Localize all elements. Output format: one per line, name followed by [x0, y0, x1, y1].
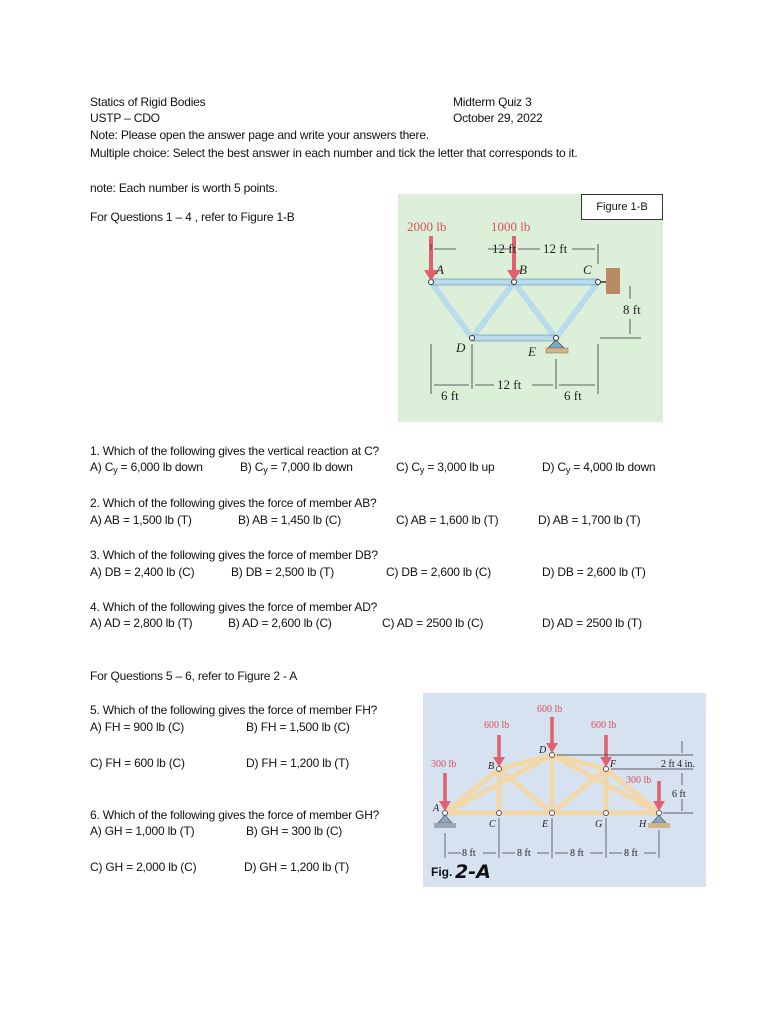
question-3-option-d[interactable]: D) DB = 2,600 lb (T): [542, 565, 646, 579]
question-4-stem: 4. Which of the following gives the force of member AD?: [90, 600, 378, 614]
dim-bottom-mid: 12 ft: [497, 377, 522, 392]
dim-ce: 8 ft: [517, 848, 531, 859]
load-label-d: 600 lb: [537, 704, 563, 715]
question-1-option-a[interactable]: A) $C_y = 6,000$ lb down: [90, 460, 203, 475]
question-1-option-d[interactable]: D) $C_y = 4,000$ lb down: [542, 460, 656, 475]
dim-gh: 8 ft: [624, 848, 638, 859]
refer-figure-1: For Questions 1 – 4 , refer to Figure 1-B: [90, 210, 295, 224]
dim-eg: 8 ft: [570, 848, 584, 859]
dim-bc: 12 ft: [543, 241, 568, 256]
question-3-option-a[interactable]: A) DB = 2,400 lb (C): [90, 565, 195, 579]
question-6-option-c[interactable]: C) GH = 2,000 lb (C): [90, 860, 197, 874]
question-2-option-c[interactable]: C) AB = 1,600 lb (T): [396, 513, 499, 527]
question-2-stem: 2. Which of the following gives the force of member AB?: [90, 496, 377, 510]
dim-height: 6 ft: [672, 789, 686, 800]
joint-label-b: B: [488, 761, 495, 772]
quiz-title: Midterm Quiz 3: [453, 95, 532, 109]
question-2-option-a[interactable]: A) AB = 1,500 lb (T): [90, 513, 192, 527]
joint-label-d: D: [456, 340, 466, 355]
school-name: USTP – CDO: [90, 111, 160, 125]
joint-label-d: D: [539, 745, 547, 756]
question-2-option-d[interactable]: D) AB = 1,700 lb (T): [538, 513, 641, 527]
question-3-option-b[interactable]: B) DB = 2,500 lb (T): [231, 565, 335, 579]
dim-ab: 12 ft: [492, 241, 517, 256]
joint-label-a: A: [436, 262, 444, 277]
figure-1b: [398, 194, 663, 422]
question-2-option-b[interactable]: B) AB = 1,450 lb (C): [238, 513, 342, 527]
dim-height: 8 ft: [623, 302, 641, 317]
joint-label-a: A: [433, 803, 440, 814]
joint-label-c: C: [583, 262, 592, 277]
figure-2a: [423, 693, 706, 887]
question-3-stem: 3. Which of the following gives the force of member DB?: [90, 548, 378, 562]
joint-label-h: H: [639, 819, 647, 830]
question-3-option-c[interactable]: C) DB = 2,600 lb (C): [386, 565, 492, 579]
question-4-option-a[interactable]: A) AD = 2,800 lb (T): [90, 616, 193, 630]
question-5-option-d[interactable]: D) FH = 1,200 lb (T): [246, 756, 350, 770]
question-5-option-b[interactable]: B) FH = 1,500 lb (C): [246, 720, 350, 734]
points-note: note: Each number is worth 5 points.: [90, 181, 278, 195]
figure-2a-caption: Fig.: [431, 865, 453, 879]
question-4-option-d[interactable]: D) AD = 2500 lb (T): [542, 616, 642, 630]
dim-bottom-left: 6 ft: [441, 388, 459, 403]
quiz-date: October 29, 2022: [453, 111, 543, 125]
figure-2a-handwritten-label: 2-A: [455, 861, 491, 883]
question-1-option-c[interactable]: C) $C_y = 3,000$ lb up: [396, 460, 495, 475]
instructions: Multiple choice: Select the best answer in each number and tick the letter that corresponds to it.: [90, 146, 578, 160]
question-1-stem: 1. Which of the following gives the vertical reaction at C?: [90, 444, 380, 458]
load-label-f: 600 lb: [591, 720, 617, 731]
question-4-option-b[interactable]: B) AD = 2,600 lb (C): [228, 616, 332, 630]
question-6-option-b[interactable]: B) GH = 300 lb (C): [246, 824, 343, 838]
load-label-h: 300 lb: [626, 775, 652, 786]
dim-rise: 2 ft 4 in.: [661, 759, 695, 770]
figure-1b-caption: Figure 1-B: [581, 194, 663, 220]
load-label-a: 2000 lb: [407, 219, 447, 234]
dim-ac: 8 ft: [462, 848, 476, 859]
course-title: Statics of Rigid Bodies: [90, 95, 206, 109]
joint-label-e: E: [542, 819, 549, 830]
joint-label-b: B: [519, 262, 527, 277]
load-label-b: 600 lb: [484, 720, 510, 731]
truss-diagram-1: [398, 194, 663, 422]
question-5-option-a[interactable]: A) FH = 900 lb (C): [90, 720, 185, 734]
wall-support: [606, 268, 620, 294]
joint-label-e: E: [528, 344, 536, 359]
question-6-option-a[interactable]: A) GH = 1,000 lb (T): [90, 824, 195, 838]
question-6-stem: 6. Which of the following gives the force of member GH?: [90, 808, 380, 822]
question-4-option-c[interactable]: C) AD = 2500 lb (C): [382, 616, 484, 630]
note-open-answer-page: Note: Please open the answer page and write your answers there.: [90, 128, 429, 142]
joint-label-f: F: [610, 759, 617, 770]
question-6-option-d[interactable]: D) GH = 1,200 lb (T): [244, 860, 350, 874]
load-label-a: 300 lb: [431, 759, 457, 770]
question-1-option-b[interactable]: B) $C_y = 7,000$ lb down: [240, 460, 353, 475]
joint-label-c: C: [489, 819, 496, 830]
question-5-stem: 5. Which of the following gives the force of member FH?: [90, 703, 378, 717]
joint-label-g: G: [595, 819, 603, 830]
question-5-option-c[interactable]: C) FH = 600 lb (C): [90, 756, 185, 770]
truss-diagram-2: [423, 693, 706, 887]
load-label-b: 1000 lb: [491, 219, 531, 234]
dim-bottom-right: 6 ft: [564, 388, 582, 403]
refer-figure-2: For Questions 5 – 6, refer to Figure 2 - A: [90, 669, 298, 683]
